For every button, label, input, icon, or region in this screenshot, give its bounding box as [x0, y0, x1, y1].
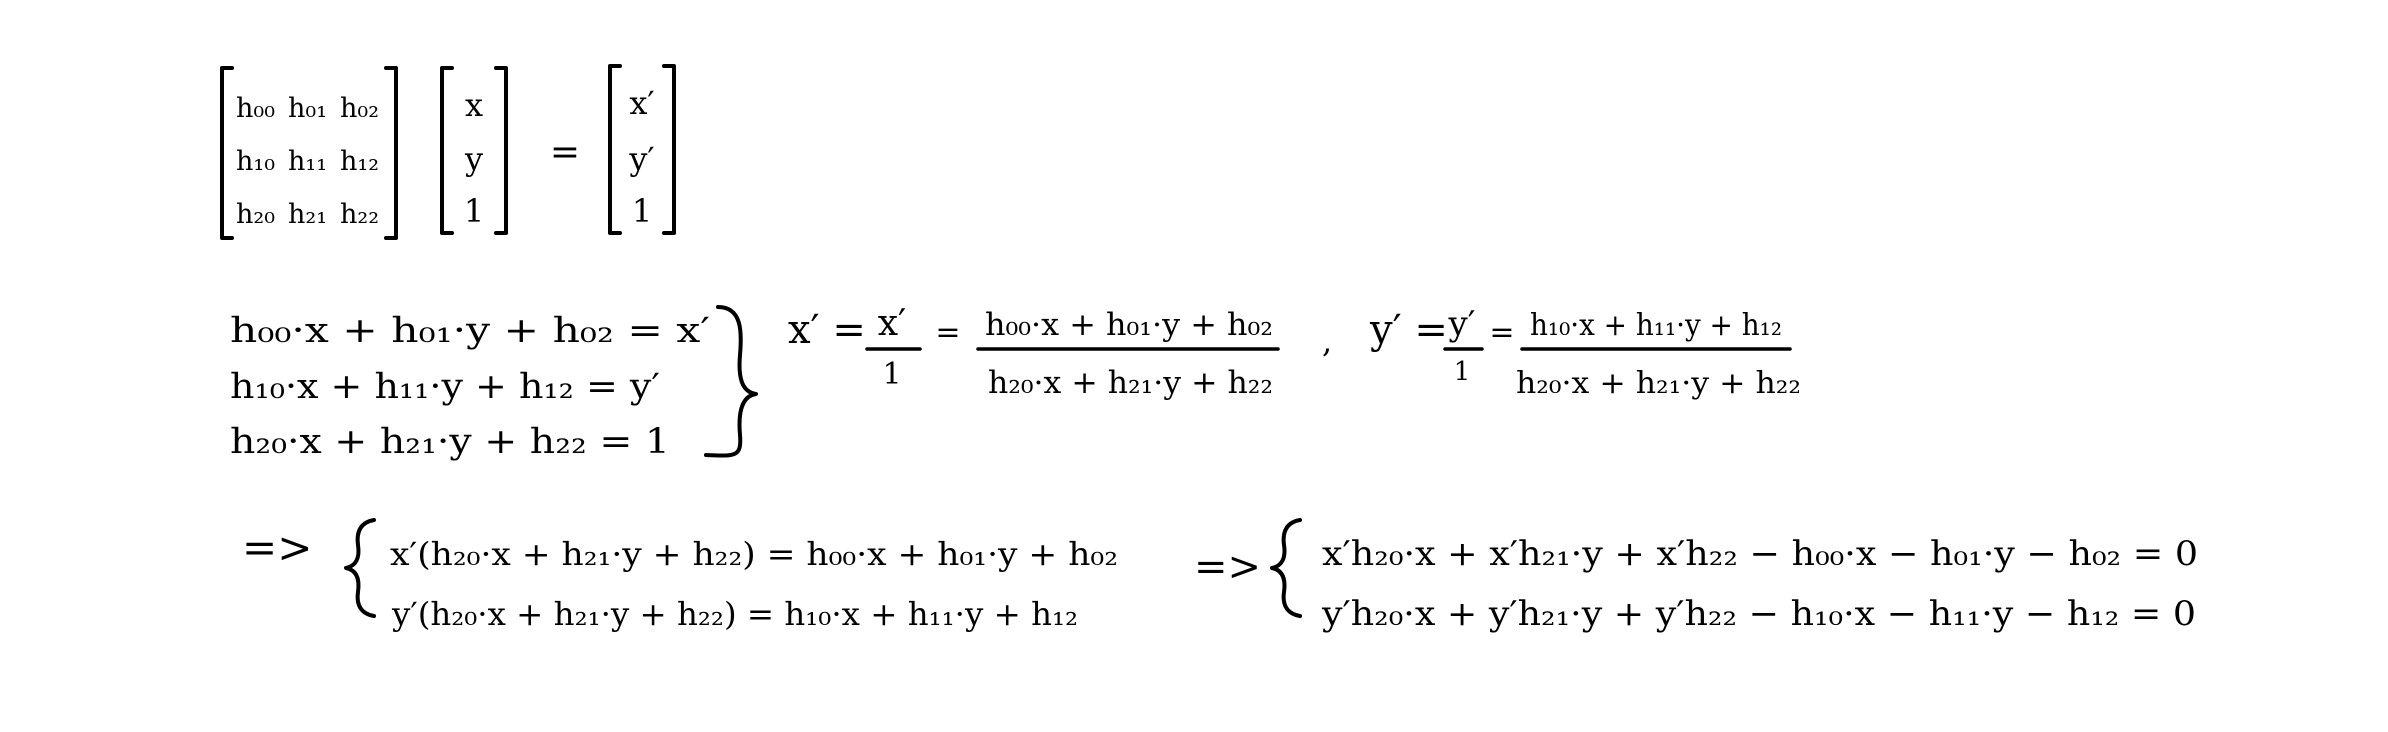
matrix-cell: h₂₂	[340, 199, 380, 230]
implication-1	[242, 520, 1118, 633]
system-line: h₀₀·x + h₀₁·y + h₀₂ = x′	[230, 311, 711, 351]
vector-out-cell: x′	[629, 84, 655, 122]
implication-2-line: y′h₂₀·x + y′h₂₁·y + y′h₂₂ − h₁₀·x − h₁₁·y − h₁₂ = 0	[1320, 594, 2196, 634]
solution-separator-comma: ,	[1322, 322, 1333, 360]
y-frac1-numerator: y′	[1448, 304, 1476, 344]
y-solution-lhs: y′ =	[1370, 307, 1448, 353]
x-frac2-numerator: h₀₀·x + h₀₁·y + h₀₂	[985, 307, 1273, 343]
y-frac1-denominator: 1	[1453, 357, 1471, 387]
matrix-h-right-bracket	[386, 68, 396, 238]
implication-1-left-brace	[346, 520, 374, 616]
y-solution-equals: =	[1489, 315, 1515, 350]
x-frac1-numerator: x′	[877, 303, 907, 344]
x-frac1-denominator: 1	[882, 357, 902, 392]
implies-arrow: =>	[1194, 544, 1262, 590]
x-solution-equals: =	[935, 315, 961, 350]
matrix-cell: h₁₁	[288, 146, 328, 177]
vector-in-cell: 1	[463, 192, 485, 230]
vector-in-cell: y	[464, 140, 484, 178]
vector-out-cell: y′	[629, 140, 655, 178]
matrix-h-left-bracket	[222, 68, 232, 238]
linear-system	[230, 307, 756, 462]
x-solution-lhs: x′ =	[788, 307, 866, 353]
vector-out-left-bracket	[610, 66, 620, 233]
y-prime-solution	[1369, 304, 1801, 401]
implication-2-line: x′h₂₀·x + x′h₂₁·y + x′h₂₂ − h₀₀·x − h₀₁·y − h₀₂ = 0	[1322, 534, 2198, 574]
matrix-cell: h₂₁	[288, 199, 328, 230]
system-line: h₂₀·x + h₂₁·y + h₂₂ = 1	[230, 422, 670, 462]
matrix-equation	[222, 66, 674, 238]
vector-in-cell: x	[464, 86, 484, 124]
matrix-cell: h₂₀	[236, 199, 276, 230]
matrix-cell: h₁₀	[236, 146, 276, 177]
implication-1-line: y′(h₂₀·x + h₂₁·y + h₂₂) = h₁₀·x + h₁₁·y + h₁₂	[390, 595, 1078, 633]
matrix-cell: h₀₁	[288, 93, 328, 124]
vector-out-cell: 1	[631, 192, 653, 230]
matrix-cell: h₁₂	[340, 146, 380, 177]
matrix-cell: h₀₂	[340, 93, 380, 124]
vector-in-left-bracket	[442, 68, 452, 233]
x-prime-solution	[788, 303, 1278, 401]
implication-2-left-brace	[1272, 520, 1300, 616]
implies-arrow: =>	[242, 523, 313, 572]
y-frac2-numerator: h₁₀·x + h₁₁·y + h₁₂	[1530, 308, 1782, 343]
matrix-cell: h₀₀	[236, 93, 276, 124]
implication-2	[1194, 520, 2198, 634]
implication-1-line: x′(h₂₀·x + h₂₁·y + h₂₂) = h₀₀·x + h₀₁·y + h₀₂	[390, 535, 1118, 573]
system-line: h₁₀·x + h₁₁·y + h₁₂ = y′	[230, 367, 661, 407]
matrix-equals-sign: =	[549, 132, 581, 173]
vector-out-right-bracket	[664, 66, 674, 233]
x-frac2-denominator: h₂₀·x + h₂₁·y + h₂₂	[988, 365, 1273, 401]
vector-in-right-bracket	[496, 68, 506, 233]
system-right-brace	[706, 307, 756, 456]
y-frac2-denominator: h₂₀·x + h₂₁·y + h₂₂	[1516, 366, 1801, 401]
